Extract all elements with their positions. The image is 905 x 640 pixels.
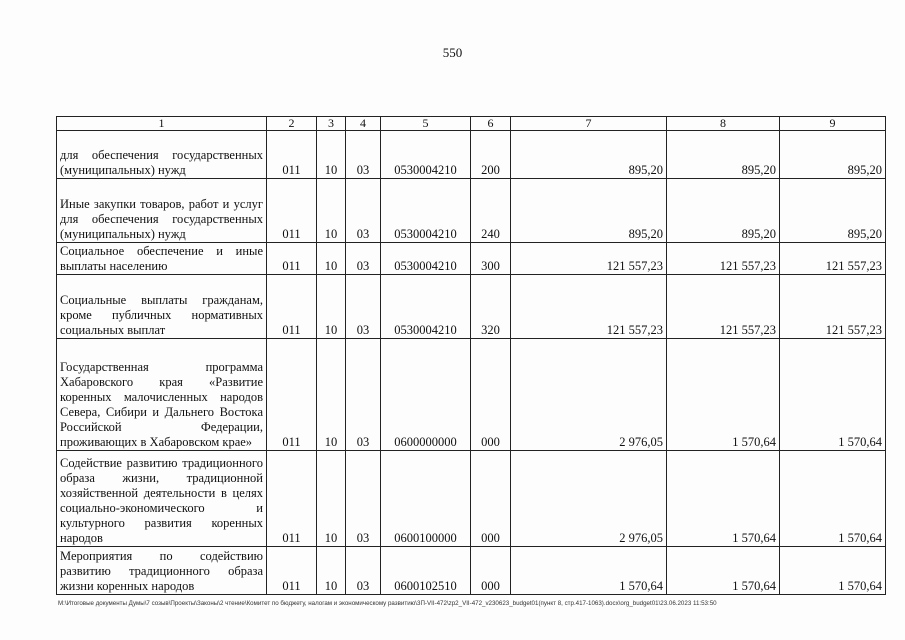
column-header: 7	[511, 117, 667, 131]
row-name: Социальное обеспечение и иные выплаты населению	[57, 243, 267, 275]
table-row	[57, 451, 886, 547]
cell-target-article: 0530004210	[381, 131, 471, 179]
cell-section: 10	[317, 243, 346, 275]
column-header: 5	[381, 117, 471, 131]
column-header: 9	[780, 117, 886, 131]
column-header: 2	[267, 117, 317, 131]
cell-amount-col9: 895,20	[780, 131, 886, 179]
cell-amount-col8: 121 557,23	[667, 275, 780, 339]
cell-amount-col7: 1 570,64	[511, 547, 667, 595]
document-path-footer: M:\Итоговые документы Думы\7 созыв\Проекты\Законы\2 чтение\Комитет по бюджету, налогам и экономическому развитию\3П-VII-472\zp2_VII-472_v230623_budget01(пункт 8, стр.417-1063).docx\org_budget01\23.06.2023 11:53:50	[58, 600, 717, 607]
cell-target-article: 0600100000	[381, 451, 471, 547]
column-number-row	[57, 117, 886, 131]
table-row	[57, 339, 886, 451]
cell-target-article: 0530004210	[381, 243, 471, 275]
cell-amount-col7: 2 976,05	[511, 451, 667, 547]
cell-subsection: 03	[346, 275, 381, 339]
row-name: Иные закупки товаров, работ и услуг для обеспечения государственных (муниципальных) нужд	[57, 179, 267, 243]
page-number: 550	[442, 45, 463, 60]
cell-subsection: 03	[346, 131, 381, 179]
cell-amount-col9: 1 570,64	[780, 451, 886, 547]
cell-target-article: 0530004210	[381, 179, 471, 243]
cell-amount-col7: 121 557,23	[511, 243, 667, 275]
cell-amount-col9: 895,20	[780, 179, 886, 243]
cell-ministry-code: 011	[267, 179, 317, 243]
row-name: Содействие развитию традиционного образа жизни, традиционной хозяйственной деятельности в целях социально-экономического и культурного развития коренных народов	[57, 451, 267, 547]
cell-amount-col7: 895,20	[511, 131, 667, 179]
cell-subsection: 03	[346, 451, 381, 547]
cell-subsection: 03	[346, 243, 381, 275]
cell-expense-type: 000	[471, 451, 511, 547]
cell-amount-col8: 1 570,64	[667, 339, 780, 451]
row-name: для обеспечения государственных (муниципальных) нужд	[57, 131, 267, 179]
cell-amount-col8: 895,20	[667, 131, 780, 179]
cell-subsection: 03	[346, 339, 381, 451]
column-header: 1	[57, 117, 267, 131]
cell-expense-type: 000	[471, 339, 511, 451]
cell-expense-type: 000	[471, 547, 511, 595]
column-header: 8	[667, 117, 780, 131]
table-row	[57, 547, 886, 595]
cell-amount-col8: 895,20	[667, 179, 780, 243]
cell-amount-col7: 121 557,23	[511, 275, 667, 339]
cell-ministry-code: 011	[267, 243, 317, 275]
cell-ministry-code: 011	[267, 339, 317, 451]
table-row	[57, 275, 886, 339]
cell-section: 10	[317, 451, 346, 547]
cell-target-article: 0530004210	[381, 275, 471, 339]
cell-section: 10	[317, 179, 346, 243]
cell-expense-type: 300	[471, 243, 511, 275]
cell-section: 10	[317, 547, 346, 595]
cell-amount-col7: 895,20	[511, 179, 667, 243]
cell-expense-type: 240	[471, 179, 511, 243]
row-name: Мероприятия по содействию развитию традиционного образа жизни коренных народов	[57, 547, 267, 595]
cell-section: 10	[317, 275, 346, 339]
row-name: Государственная программа Хабаровского края «Развитие коренных малочисленных народов Севера, Сибири и Дальнего Востока Российской Федерации, проживающих в Хабаровском крае»	[57, 339, 267, 451]
column-header: 3	[317, 117, 346, 131]
column-header: 4	[346, 117, 381, 131]
cell-ministry-code: 011	[267, 451, 317, 547]
cell-amount-col9: 1 570,64	[780, 547, 886, 595]
table-row	[57, 179, 886, 243]
cell-amount-col8: 121 557,23	[667, 243, 780, 275]
cell-section: 10	[317, 339, 346, 451]
cell-expense-type: 200	[471, 131, 511, 179]
cell-ministry-code: 011	[267, 275, 317, 339]
cell-amount-col8: 1 570,64	[667, 547, 780, 595]
cell-amount-col7: 2 976,05	[511, 339, 667, 451]
cell-target-article: 0600102510	[381, 547, 471, 595]
cell-subsection: 03	[346, 179, 381, 243]
budget-table	[56, 116, 886, 595]
table-row	[57, 243, 886, 275]
cell-section: 10	[317, 131, 346, 179]
cell-ministry-code: 011	[267, 131, 317, 179]
cell-amount-col9: 121 557,23	[780, 275, 886, 339]
cell-ministry-code: 011	[267, 547, 317, 595]
row-name: Социальные выплаты гражданам, кроме публичных нормативных социальных выплат	[57, 275, 267, 339]
table-row	[57, 131, 886, 179]
cell-amount-col8: 1 570,64	[667, 451, 780, 547]
cell-amount-col9: 121 557,23	[780, 243, 886, 275]
cell-subsection: 03	[346, 547, 381, 595]
cell-amount-col9: 1 570,64	[780, 339, 886, 451]
cell-expense-type: 320	[471, 275, 511, 339]
column-header: 6	[471, 117, 511, 131]
cell-target-article: 0600000000	[381, 339, 471, 451]
